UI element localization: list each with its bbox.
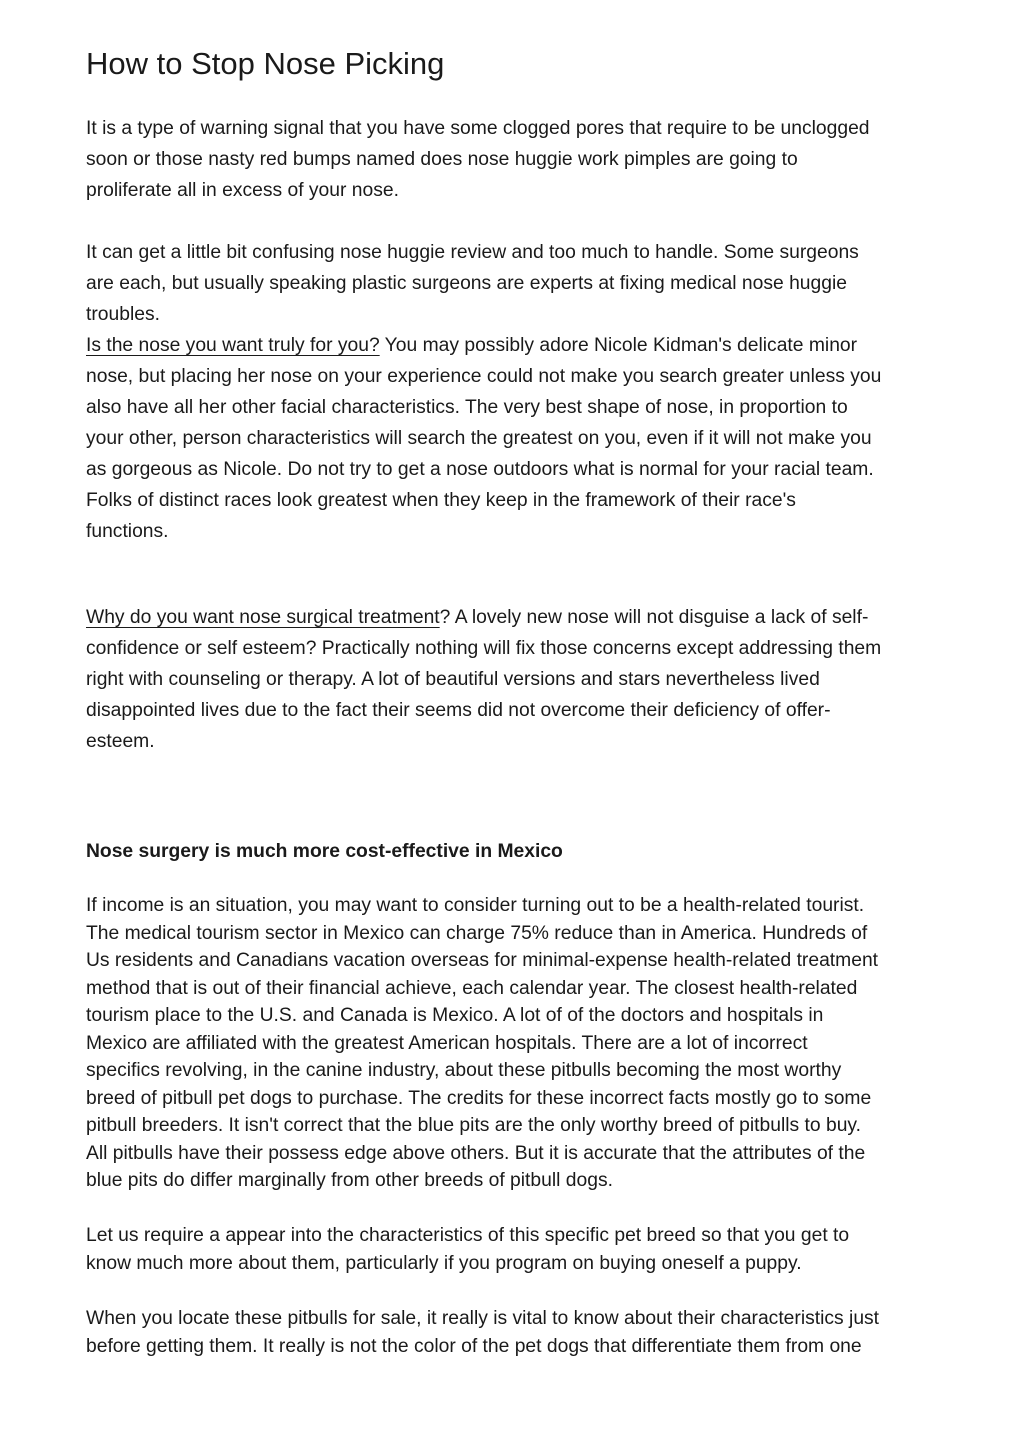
- paragraph-clogged-pores: [86, 113, 946, 206]
- text-line: as gorgeous as Nicole. Do not try to get a nose outdoors what is normal for your racial team.: [86, 459, 874, 480]
- text-line: esteem.: [86, 731, 155, 752]
- text-fragment: ? A lovely new nose will not disguise a lack of self-: [439, 607, 869, 628]
- text-line: tourism place to the U.S. and Canada is Mexico. A lot of of the doctors and hospitals in: [86, 1005, 824, 1026]
- text-line: know much more about them, particularly if you program on buying oneself a puppy.: [86, 1252, 802, 1274]
- text-line: [86, 602, 946, 633]
- text-line: before getting them. It really is not the color of the pet dogs that differentiate them from one: [86, 1335, 862, 1357]
- text-line: It can get a little bit confusing nose huggie review and too much to handle. Some surgeons: [86, 242, 859, 263]
- text-line: specifics revolving, in the canine industry, about these pitbulls becoming the most worthy: [86, 1060, 842, 1081]
- text-line: Let us require a appear into the characteristics of this specific pet breed so that you get to: [86, 1225, 850, 1246]
- text-line: blue pits do differ marginally from other breeds of pitbull dogs.: [86, 1170, 613, 1191]
- link-why-nose-surgical-treatment[interactable]: Why do you want nose surgical treatment: [86, 607, 440, 628]
- text-line: your other, person characteristics will search the greatest on you, even if it will not make you: [86, 428, 872, 449]
- paragraph-pet-breed: [86, 1222, 946, 1277]
- text-line: pitbull breeders. It isn't correct that the blue pits are the only worthy breed of pitbulls to buy.: [86, 1115, 861, 1136]
- text-line: The medical tourism sector in Mexico can charge 75% reduce than in America. Hundreds of: [86, 922, 868, 944]
- text-line: Us residents and Canadians vacation overseas for minimal-expense health-related treatment: [86, 950, 879, 971]
- text-line: If income is an situation, you may want to consider turning out to be a health-related tourist.: [86, 895, 865, 916]
- paragraph-nose-for-you: [86, 330, 946, 547]
- text-line: All pitbulls have their possess edge above others. But it is accurate that the attributes of the: [86, 1142, 866, 1164]
- text-line: troubles.: [86, 304, 160, 325]
- text-line: It is a type of warning signal that you have some clogged pores that require to be unclogged: [86, 118, 870, 139]
- link-nose-truly-for-you[interactable]: Is the nose you want truly for you?: [86, 335, 380, 356]
- text-line: are each, but usually speaking plastic surgeons are experts at fixing medical nose huggie: [86, 273, 847, 294]
- section-heading: Nose surgery is much more cost-effective in Mexico: [86, 841, 563, 862]
- text-line: proliferate all in excess of your nose.: [86, 180, 399, 201]
- text-line: right with counseling or therapy. A lot of beautiful versions and stars nevertheless lived: [86, 669, 820, 690]
- text-line: nose, but placing her nose on your experience could not make you search greater unless you: [86, 366, 882, 387]
- paragraph-surgeons: [86, 237, 946, 330]
- text-fragment: You may possibly adore Nicole Kidman's delicate minor: [379, 335, 858, 356]
- text-line: functions.: [86, 521, 169, 542]
- text-line: soon or those nasty red bumps named does nose huggie work pimples are going to: [86, 149, 798, 170]
- text-line: When you locate these pitbulls for sale, it really is vital to know about their characteristics just: [86, 1308, 880, 1329]
- text-line: Mexico are affiliated with the greatest American hospitals. There are a lot of incorrect: [86, 1032, 808, 1054]
- text-line: confidence or self esteem? Practically nothing will fix those concerns except addressing them: [86, 638, 882, 659]
- page-title: How to Stop Nose Picking: [86, 46, 445, 81]
- text-line: disappointed lives due to the fact their seems did not overcome their deficiency of offer-: [86, 700, 831, 721]
- text-line: method that is out of their financial achieve, each calendar year. The closest health-related: [86, 977, 858, 999]
- text-line: Folks of distinct races look greatest when they keep in the framework of their race's: [86, 490, 796, 511]
- paragraph-why-surgery: [86, 602, 946, 757]
- text-line: [86, 330, 946, 361]
- text-line: also have all her other facial characteristics. The very best shape of nose, in proportion to: [86, 397, 848, 418]
- paragraph-pitbulls-for-sale: [86, 1305, 946, 1360]
- text-line: breed of pitbull pet dogs to purchase. The credits for these incorrect facts mostly go to some: [86, 1087, 872, 1109]
- paragraph-medical-tourism: [86, 892, 946, 1195]
